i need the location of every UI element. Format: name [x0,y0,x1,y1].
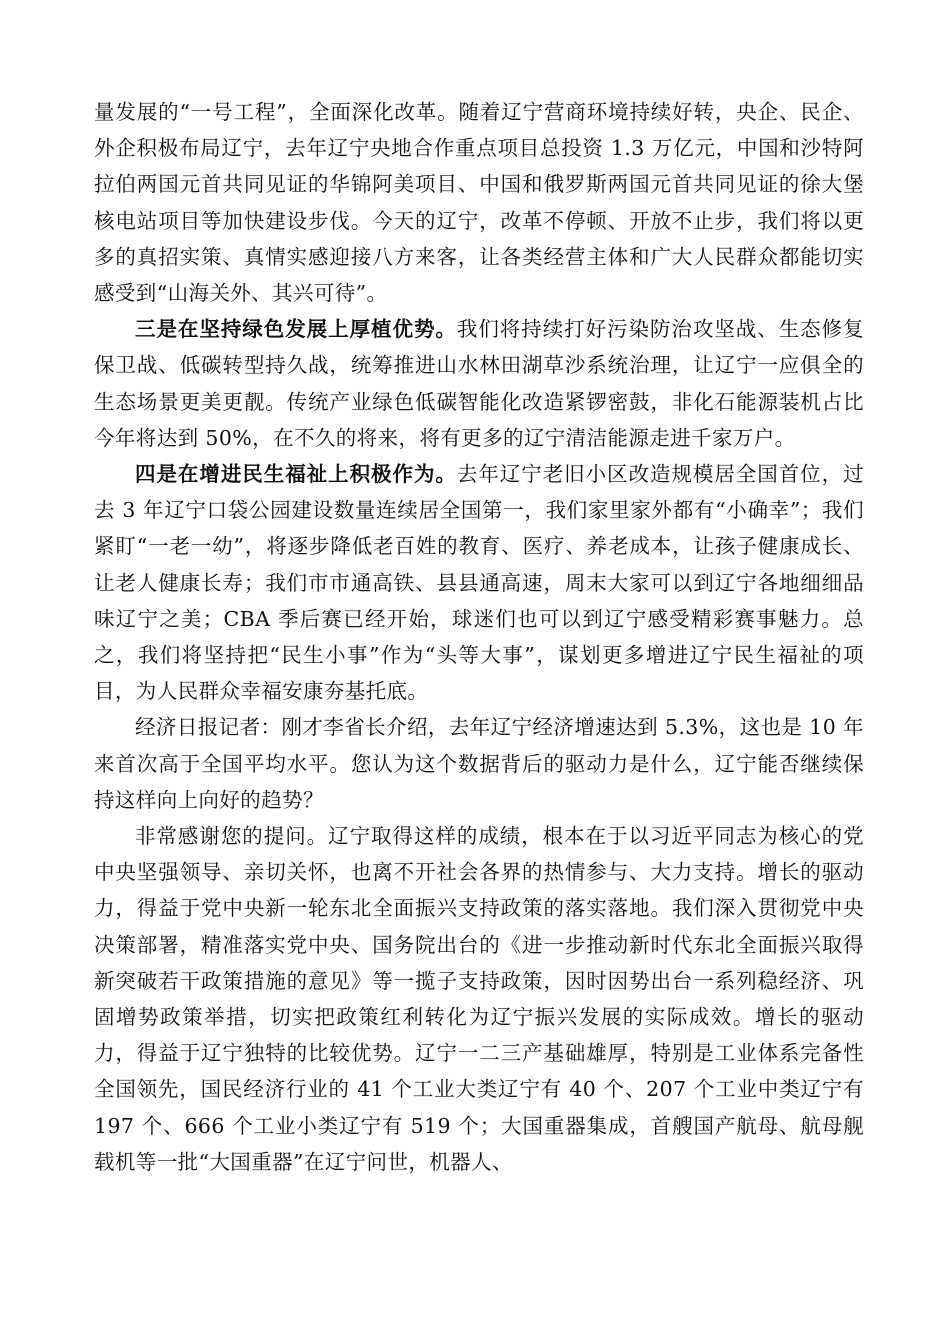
paragraph-text: 我们将持续打好污染防治攻坚战、生态修复保卫战、低碳转型持久战，统筹推进山水林田湖草沙系统治理，让辽宁一应俱全的生态场景更美更靓。传统产业绿色低碳智能化改造紧锣密鼓，非化石能源装机占比今年将达到 50%，在不久的将来，将有更多的辽宁清洁能源走进千家万户。 [94,317,864,450]
paragraph-text: 量发展的“一号工程”，全面深化改革。随着辽宁营商环境持续好转，央企、民企、外企积极布局辽宁，去年辽宁央地合作重点项目总投资 1.3 万亿元，中国和沙特阿拉伯两国元首共同见证的华锦阿美项目、中国和俄罗斯两国元首共同见证的徐大堡核电站项目等加快建设步伐。今天的辽宁，改革不停顿、开放不止步，我们将以更多的真招实策、真情实感迎接八方来客，让各类经营主体和广大人民群众都能切实感受到“山海关外、其兴可待”。 [94,100,864,306]
paragraph-text: 去年辽宁老旧小区改造规模居全国首位，过去 3 年辽宁口袋公园建设数量连续居全国第一，我们家里家外都有“小确幸”；我们紧盯“一老一幼”，将逐步降低老百姓的教育、医疗、养老成本，让孩子健康成长、让老人健康长寿；我们市市通高铁、县县通高速，周末大家可以到辽宁各地细细品味辽宁之美；CBA 季后赛已经开始，球迷们也可以到辽宁感受精彩赛事魅力。总之，我们将坚持把“民生小事”作为“头等大事”，谋划更多增进辽宁民生福祉的项目，为人民群众幸福安康夯基托底。 [94,462,864,704]
paragraph-lead-heading: 四是在增进民生福祉上积极作为。 [135,462,457,487]
paragraph-answer [94,818,864,1180]
paragraph-green-development [94,311,864,456]
paragraph-text: 经济日报记者：刚才李省长介绍，去年辽宁经济增速达到 5.3%，这也是 10 年来首次高于全国平均水平。您认为这个数据背后的驱动力是什么，辽宁能否继续保持这样向上向好的趋势？ [94,715,864,812]
paragraph-text: 非常感谢您的提问。辽宁取得这样的成绩，根本在于以习近平同志为核心的党中央坚强领导、亲切关怀，也离不开社会各界的热情参与、大力支持。增长的驱动力，得益于党中央新一轮东北全面振兴支持政策的落实落地。我们深入贯彻党中央决策部署，精准落实党中央、国务院出台的《进一步推动新时代东北全面振兴取得新突破若干政策措施的意见》等一揽子支持政策，因时因势出台一系列稳经济、巩固增势政策举措，切实把政策红利转化为辽宁振兴发展的实际成效。增长的驱动力，得益于辽宁独特的比较优势。辽宁一二三产基础雄厚，特别是工业体系完备性全国领先，国民经济行业的 41 个工业大类辽宁有 40 个、207 个工业中类辽宁有 197 个、666 个工业小类辽宁有 519 个；大国重器集成，首艘国产航母、航母舰载机等一批“大国重器”在辽宁问世，机器人、 [94,824,864,1174]
document-page [94,94,864,1180]
paragraph-reporter-question [94,709,864,818]
paragraph-lead-heading: 三是在坚持绿色发展上厚植优势。 [135,317,457,342]
paragraph-continuation [94,94,864,311]
paragraph-livelihood [94,456,864,709]
